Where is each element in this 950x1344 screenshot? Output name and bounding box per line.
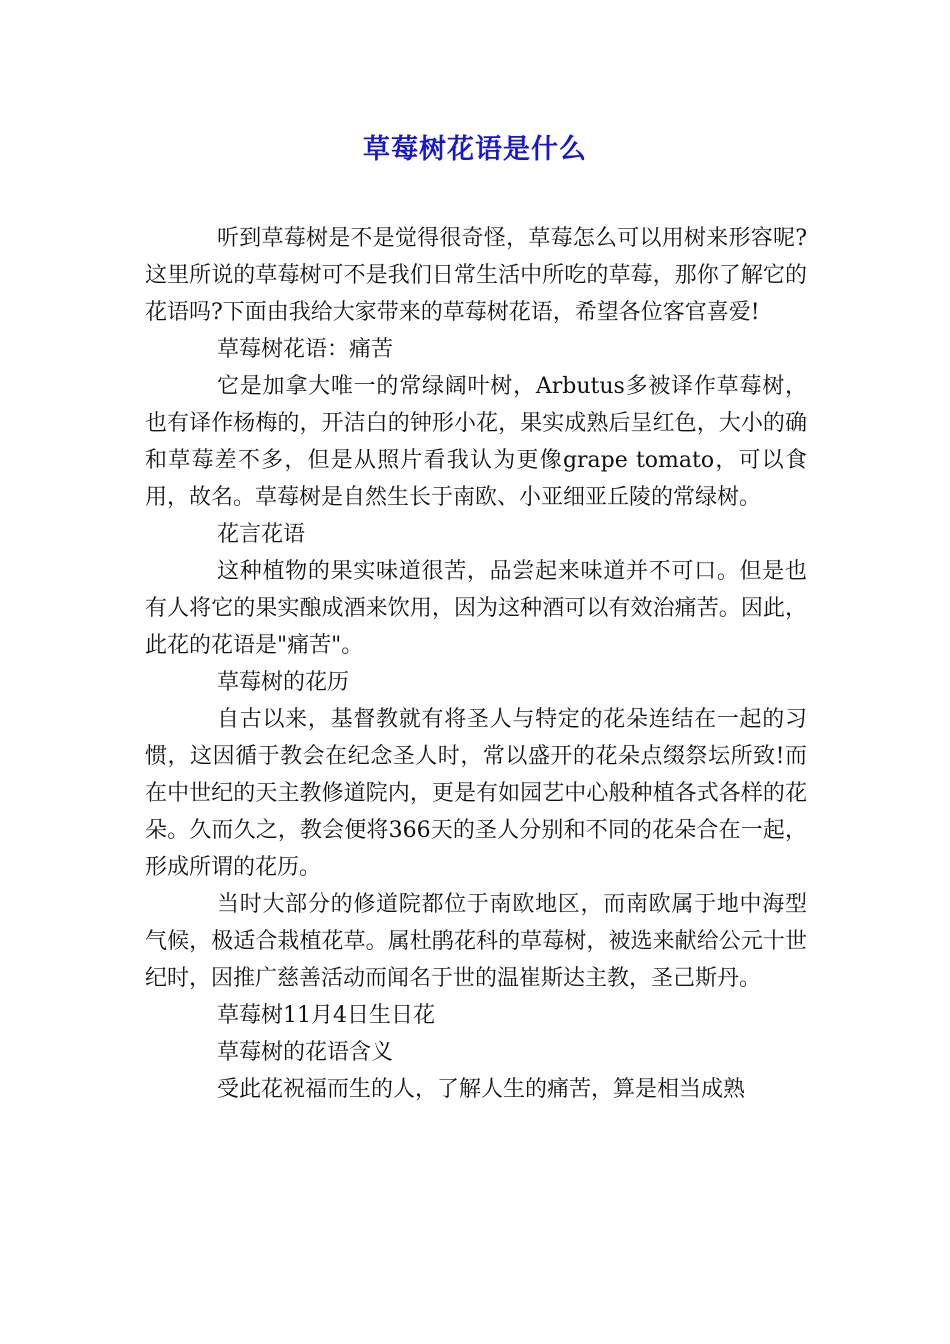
document-body [145, 220, 807, 1108]
document-title: 草莓树花语是什么 [363, 134, 587, 165]
heading-meaning: 草莓树的花语含义 [217, 1040, 394, 1065]
paragraph-calendar-history: 自古以来，基督教就有将圣人与特定的花朵连结在一起的习惯，这因循于教会在纪念圣人时，常以盛开的花朵点缀祭坛所致!而在中世纪的天主教修道院内，更是有如园艺中心般种植各式各样的花朵。久而久之，教会便将366天的圣人分别和不同的花朵合在一起，形成所谓的花历。 [145, 707, 807, 880]
heading-flower-words: 花言花语 [217, 522, 306, 547]
paragraph-description: 它是加拿大唯一的常绿阔叶树，Arbutus多被译作草莓树，也有译作杨梅的，开洁白的钟形小花，果实成熟后呈红色，大小的确和草莓差不多，但是从照片看我认为更像grape tomato，可以食用，故名。草莓树是自然生长于南欧、小亚细亚丘陵的常绿树。 [145, 374, 807, 510]
heading-flower-calendar: 草莓树的花历 [217, 670, 350, 695]
paragraph-monasteries: 当时大部分的修道院都位于南欧地区，而南欧属于地中海型气候，极适合栽植花草。属杜鹃花科的草莓树，被选来献给公元十世纪时，因推广慈善活动而闻名于世的温崔斯达主教，圣己斯丹。 [145, 892, 807, 991]
paragraph-intro: 听到草莓树是不是觉得很奇怪，草莓怎么可以用树来形容呢?这里所说的草莓树可不是我们日常生活中所吃的草莓，那你了解它的花语吗?下面由我给大家带来的草莓树花语，希望各位客官喜爱! [145, 226, 807, 325]
paragraph-bitter-fruit: 这种植物的果实味道很苦，品尝起来味道并不可口。但是也有人将它的果实酿成酒来饮用，因为这种酒可以有效治痛苦。因此，此花的花语是"痛苦"。 [145, 559, 807, 658]
heading-flower-language: 草莓树花语：痛苦 [217, 337, 394, 362]
paragraph-blessing: 受此花祝福而生的人，了解人生的痛苦，算是相当成熟 [217, 1077, 746, 1102]
heading-birthday-flower: 草莓树11月4日生日花 [217, 1003, 435, 1028]
